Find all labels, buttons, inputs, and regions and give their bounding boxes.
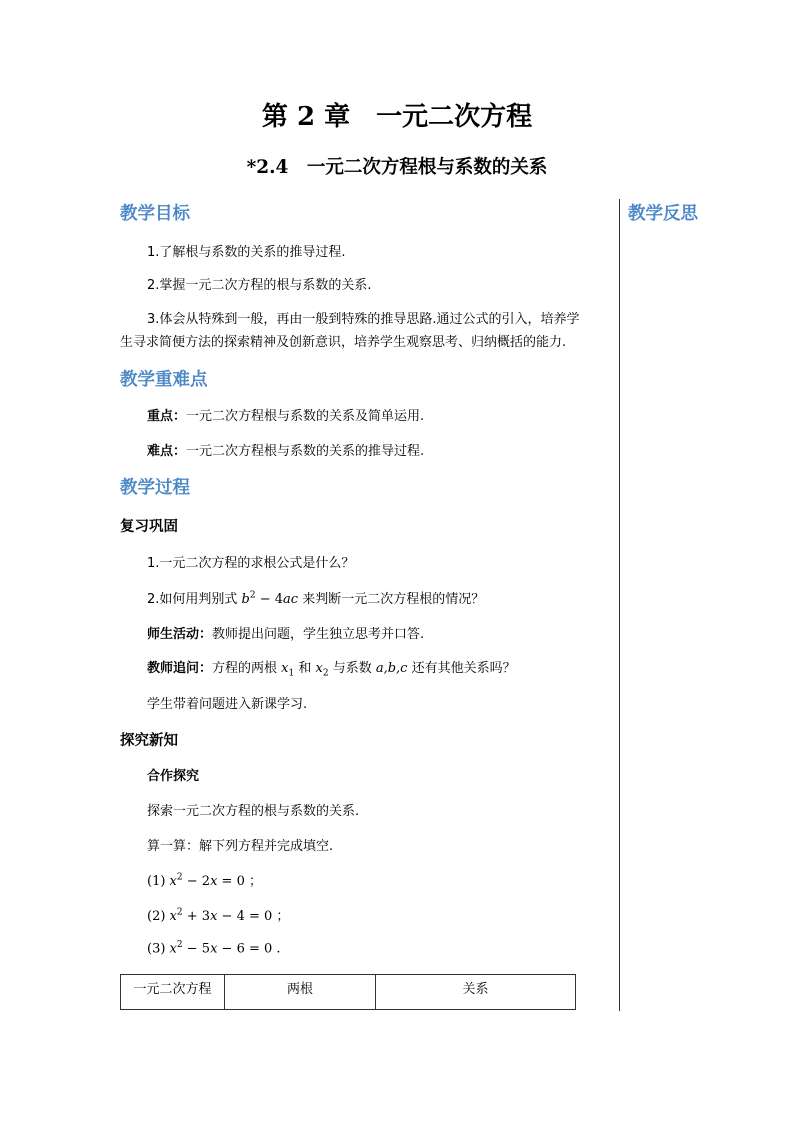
chapter-title: 第 2 章 一元二次方程 bbox=[261, 102, 533, 132]
eq-tail: − 4 = 0 ； bbox=[217, 909, 290, 924]
eq-lead-x: x bbox=[169, 909, 177, 924]
table-row bbox=[121, 975, 576, 1010]
followup-a: 方程的两根 bbox=[212, 661, 282, 676]
root-x2-sub: 2 bbox=[322, 668, 329, 679]
followup-c: 还有其他关系吗？ bbox=[407, 661, 516, 676]
root-x2: x bbox=[315, 661, 323, 676]
eq-var-x: x bbox=[210, 909, 218, 924]
eq-term: − 5 bbox=[182, 941, 211, 957]
difficult-text: 一元二次方程根与系数的关系的推导过程. bbox=[186, 444, 425, 459]
equation-2 bbox=[147, 905, 289, 924]
eq-tail: = 0 ； bbox=[217, 874, 262, 889]
key-points-heading: 教学重难点 bbox=[120, 370, 208, 390]
important-label: 重点： bbox=[147, 409, 187, 424]
followup-label: 教师追问： bbox=[147, 661, 213, 676]
eq-exponent: 2 bbox=[176, 872, 183, 883]
root-x1: x bbox=[281, 661, 289, 676]
table-header-relation: 关系 bbox=[376, 975, 576, 1010]
equation-1 bbox=[147, 870, 262, 889]
eq-exponent: 2 bbox=[176, 940, 183, 950]
eq-term: − 2 bbox=[182, 874, 211, 889]
eq-number: (1) bbox=[147, 874, 170, 889]
followup-b: 与系数 bbox=[328, 661, 376, 676]
activity-label: 师生活动： bbox=[147, 627, 213, 642]
table-header-roots: 两根 bbox=[225, 975, 376, 1010]
activity-line bbox=[147, 623, 424, 642]
table-header-equation: 一元二次方程 bbox=[121, 975, 225, 1010]
important-text: 一元二次方程根与系数的关系及简单运用. bbox=[186, 409, 425, 424]
reflection-heading: 教学反思 bbox=[628, 204, 698, 224]
difficult-point bbox=[147, 440, 424, 459]
coop-heading: 合作探究 bbox=[147, 769, 200, 784]
eq-tail: − 6 = 0 . bbox=[217, 941, 281, 957]
eq-lead-x: x bbox=[169, 874, 177, 889]
q2-b: b bbox=[241, 592, 250, 607]
eq-var-x: x bbox=[210, 941, 218, 957]
activity-text: 教师提出问题，学生独立思考并口答. bbox=[212, 627, 425, 642]
eq-lead-x: x bbox=[169, 941, 177, 957]
coefficients: a,b,c bbox=[375, 661, 408, 676]
column-divider bbox=[619, 199, 620, 1011]
calc-line bbox=[147, 835, 333, 854]
calc-label: 算一算： bbox=[147, 839, 200, 854]
calc-text: 解下列方程并完成填空. bbox=[199, 839, 334, 854]
objective-item: 1.了解根与系数的关系的推导过程. bbox=[147, 245, 346, 260]
relation-table bbox=[120, 974, 576, 1010]
process-heading: 教学过程 bbox=[120, 478, 190, 498]
followup-line bbox=[147, 657, 516, 679]
eq-var-x: x bbox=[210, 874, 218, 889]
objective-item-continued: 生寻求简便方法的探索精神及创新意识，培养学生观察思考、归纳概括的能力. bbox=[120, 335, 567, 350]
review-question-2 bbox=[147, 588, 484, 607]
q2-exponent: 2 bbox=[249, 590, 256, 601]
difficult-label: 难点： bbox=[147, 444, 187, 459]
followup-and: 和 bbox=[294, 661, 316, 676]
objectives-heading: 教学目标 bbox=[120, 204, 190, 224]
objective-item: 3.体会从特殊到一般，再由一般到特殊的推导思路.通过公式的引入，培养学 bbox=[147, 312, 580, 327]
review-question-1: 1.一元二次方程的求根公式是什么？ bbox=[147, 556, 355, 571]
transition-text: 学生带着问题进入新课学习. bbox=[147, 697, 308, 712]
eq-number: (3) bbox=[147, 941, 170, 957]
explore-heading: 探究新知 bbox=[120, 733, 178, 749]
eq-term: + 3 bbox=[182, 909, 211, 924]
q2-ac: ac bbox=[283, 592, 299, 607]
q2-suffix: 来判断一元二次方程根的情况？ bbox=[298, 592, 485, 607]
q2-prefix: 2.如何用判别式 bbox=[147, 592, 242, 607]
eq-number: (2) bbox=[147, 909, 170, 924]
eq-exponent: 2 bbox=[176, 907, 183, 918]
equation-3 bbox=[147, 940, 281, 956]
root-x1-sub: 1 bbox=[288, 668, 295, 679]
important-point bbox=[147, 405, 424, 424]
review-heading: 复习巩固 bbox=[120, 519, 178, 535]
section-title: *2.4 一元二次方程根与系数的关系 bbox=[246, 157, 548, 178]
objective-item: 2.掌握一元二次方程的根与系数的关系. bbox=[147, 278, 372, 293]
q2-mid: − 4 bbox=[255, 592, 284, 607]
explore-text: 探索一元二次方程的根与系数的关系. bbox=[147, 804, 360, 819]
